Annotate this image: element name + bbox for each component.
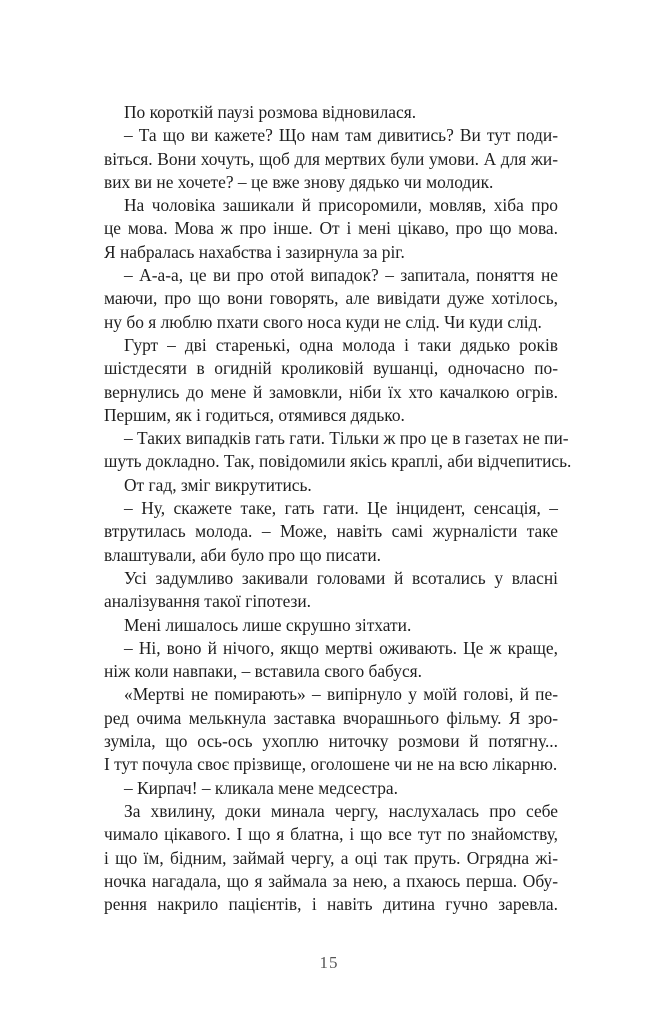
text-line: і що їм, бідним, займай чергу, а оці так пруть. Огрядна жі- [104,847,558,868]
text-line: – А-а-а, це ви про отой випадок? – запитала, поняття не [124,265,558,286]
text-line: Гурт – дві старенькі, одна молода і таки дядько років [124,334,558,355]
body-text [104,101,572,916]
page-number: 15 [319,953,339,972]
text-line: За хвилину, доки минала чергу, наслухалась про себе [124,800,558,821]
text-line: шуть докладно. Так, повідомили якісь краплі, аби відчепитись. [104,451,572,472]
text-line: ред очима мелькнула заставка вчорашнього фільму. Я зро- [104,707,558,728]
text-line: вих ви не хочете? – це вже знову дядько чи молодик. [104,171,494,192]
text-line: Першим, як і годиться, отямився дядько. [104,404,405,425]
text-line: Мені лишалось лише скрушно зітхати. [124,614,412,635]
text-line: По короткій паузі розмова відновилася. [124,102,417,122]
text-line: «Мертві не помирають» – випірнуло у моїй голові, й пе- [124,684,558,705]
text-line: І тут почула своє прізвище, оголошене чи не на всю лікарню. [104,754,558,775]
text-line: це мова. Мова ж про інше. От і мені цікаво, про що мова. [104,218,558,239]
text-line: аналізування такої гіпотези. [104,591,312,612]
text-line: вернулись до мене й замовкли, ніби їх хто качалкою огрів. [104,381,558,402]
text-line: – Таких випадків гать гати. Тільки ж про це в газетах не пи- [124,428,569,449]
text-line: ночка нагадала, що я займала за нею, а пхаюсь перша. Обу- [104,870,558,891]
text-line: – Кирпач! – кликала мене медсестра. [124,777,398,798]
text-line: втрутилась молода. – Може, навіть самі журналісти таке [104,521,558,542]
text-line: – Та що ви кажете? Що нам там дивитись? Ви тут поди- [124,125,558,146]
text-line: шістдесяти в огидній кроликовій вушанці, одночасно по- [104,358,558,379]
text-line: маючи, про що вони говорять, але вивідати дуже хотілось, [104,288,558,309]
text-line: Усі задумливо закивали головами й всотались у власні [124,567,558,588]
text-line: – Ні, воно й нічого, якщо мертві оживають. Це ж краще, [124,637,558,658]
text-line: – Ну, скажете таке, гать гати. Це інцидент, сенсація, – [124,498,558,519]
text-line: ніж коли навпаки, – вставила свого бабуся. [104,661,423,682]
text-line: чимало цікавого. І що я блатна, і що все тут по знайомству, [104,824,558,845]
text-line: віться. Вони хочуть, щоб для мертвих були умови. А для жи- [104,148,558,169]
text-line: Я набралась нахабства і зазирнула за ріг. [104,241,405,262]
text-line: ну бо я люблю пхати свого носа куди не слід. Чи куди слід. [104,311,542,332]
text-line: зуміла, що ось-ось ухоплю ниточку розмови й потягну... [104,731,558,752]
text-line: На чоловіка зашикали й присоромили, мовляв, хіба про [124,195,558,216]
text-line: влаштували, аби було про що писати. [104,544,381,565]
text-line: От гад, зміг викрутитись. [124,474,312,495]
text-line: рення накрило пацієнтів, і навіть дитина гучно заревла. [104,894,558,915]
